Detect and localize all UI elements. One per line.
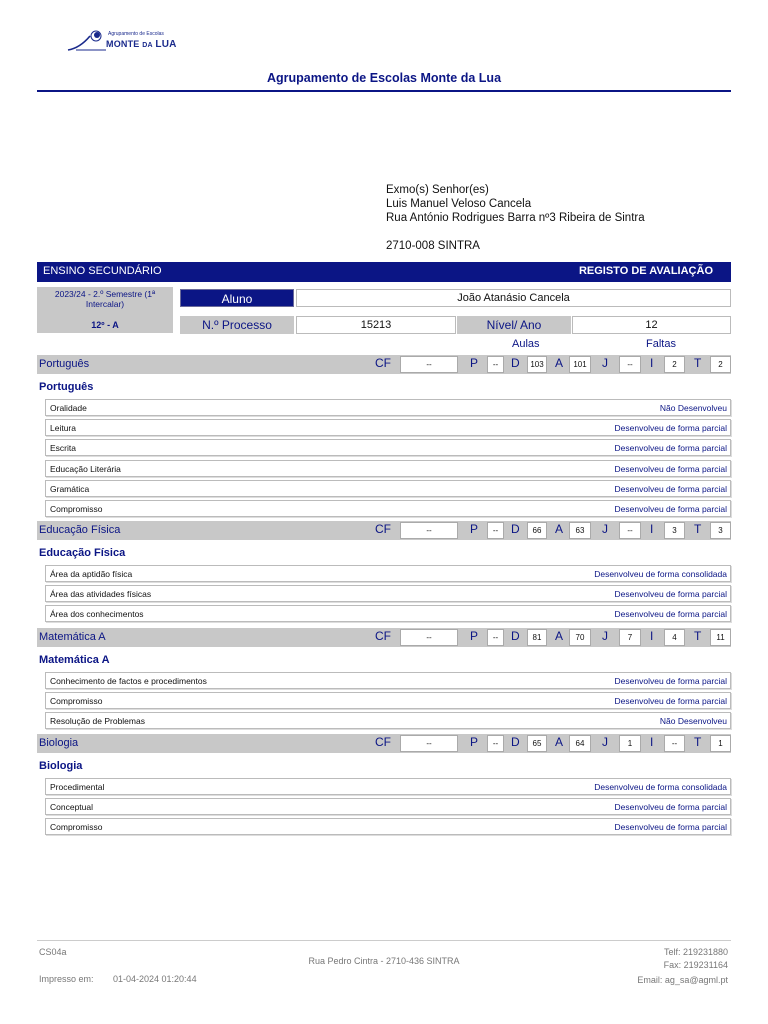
criterion-name: Educação Literária [50, 463, 121, 474]
footer-fax: Fax: 219231164 [663, 960, 728, 970]
cf-label: CF [375, 522, 391, 536]
nivel-value: 12 [572, 316, 731, 334]
criterion-value: Desenvolveu de forma parcial [614, 609, 727, 620]
i-value: 4 [664, 629, 685, 646]
criterion-name: Conceptual [50, 802, 94, 813]
t-value: 1 [710, 735, 731, 752]
i-label: I [650, 629, 654, 643]
banner-title: REGISTO DE AVALIAÇÃO [578, 265, 713, 277]
p-label: P [470, 629, 479, 643]
greeting: Exmo(s) Senhor(es) [386, 184, 489, 196]
j-label: J [602, 522, 608, 536]
i-value: 3 [664, 522, 685, 539]
a-label: A [555, 356, 564, 370]
faltas-header: Faltas [646, 338, 676, 350]
semester-label: 2023/24 - 2.º Semestre (1ª Intercalar) [54, 289, 156, 309]
school-logo [66, 28, 186, 54]
criterion-value: Desenvolveu de forma parcial [614, 443, 727, 454]
criterion-row [45, 672, 731, 689]
criterion-name: Compromisso [50, 504, 103, 514]
criterion-row [45, 692, 731, 709]
j-value: -- [619, 356, 641, 373]
criterion-name: Área dos conhecimentos [50, 609, 144, 620]
a-value: 101 [569, 356, 591, 373]
a-value: 63 [569, 522, 591, 539]
cf-value: -- [400, 522, 458, 539]
semester-block [37, 287, 173, 333]
criterion-value: Não Desenvolveu [659, 716, 727, 727]
logo-swoosh-icon [66, 28, 110, 54]
criterion-name: Compromisso [50, 696, 103, 707]
a-label: A [555, 522, 564, 536]
subject-name: Matemática A [39, 631, 106, 643]
section-banner [37, 262, 731, 282]
criterion-value: Desenvolveu de forma parcial [614, 589, 727, 600]
class-label: 12º - A [91, 320, 119, 330]
a-value: 70 [569, 629, 591, 646]
criterion-value: Não Desenvolveu [659, 403, 727, 413]
footer-address: Rua Pedro Cintra - 2710-436 SINTRA [308, 956, 460, 966]
subject-row [37, 521, 731, 540]
criterion-row [45, 565, 731, 582]
criterion-row [45, 399, 731, 416]
criterion-value: Desenvolveu de forma parcial [614, 423, 727, 434]
p-value: -- [487, 522, 504, 539]
criterion-value: Desenvolveu de forma parcial [614, 504, 727, 514]
criterion-row [45, 500, 731, 517]
criterion-name: Leitura [50, 423, 76, 434]
recipient-street: Rua António Rodrigues Barra nº3 Ribeira de Sintra [386, 212, 645, 224]
i-value: 2 [664, 356, 685, 373]
criterion-row [45, 480, 731, 497]
subject-name: Biologia [39, 737, 79, 749]
logo-name: MONTE DA LUA [106, 39, 177, 50]
banner-level: ENSINO SECUNDÁRIO [43, 265, 162, 277]
footer-code: CS04a [39, 947, 67, 957]
school-title: Agrupamento de Escolas Monte da Lua [266, 71, 502, 85]
i-label: I [650, 356, 654, 370]
subject-row [37, 734, 731, 753]
criterion-name: Oralidade [50, 403, 87, 413]
d-value: 66 [527, 522, 547, 539]
criterion-value: Desenvolveu de forma parcial [614, 802, 727, 813]
a-label: A [555, 629, 564, 643]
criterion-row [45, 585, 731, 602]
criterion-name: Resolução de Problemas [50, 716, 145, 727]
subject-name: Educação Física [39, 524, 121, 536]
subject-section-title: Biologia [39, 760, 83, 772]
t-label: T [694, 356, 702, 370]
subject-section-title: Português [39, 381, 94, 393]
recipient-name: Luis Manuel Veloso Cancela [386, 198, 532, 210]
criterion-name: Escrita [50, 443, 76, 454]
footer-phone: Telf: 219231880 [663, 947, 728, 957]
p-label: P [470, 522, 479, 536]
criterion-row [45, 439, 731, 456]
t-label: T [694, 735, 702, 749]
j-label: J [602, 629, 608, 643]
nivel-label: Nível/ Ano [457, 316, 571, 334]
t-value: 11 [710, 629, 731, 646]
aluno-label: Aluno [180, 289, 294, 307]
j-value: -- [619, 522, 641, 539]
criterion-name: Compromisso [50, 822, 103, 833]
criterion-value: Desenvolveu de forma parcial [614, 696, 727, 707]
j-value: 1 [619, 735, 641, 752]
d-label: D [511, 522, 520, 536]
a-label: A [555, 735, 564, 749]
t-value: 3 [710, 522, 731, 539]
j-label: J [602, 356, 608, 370]
title-divider [37, 90, 731, 92]
criterion-name: Gramática [50, 483, 90, 494]
p-value: -- [487, 356, 504, 373]
p-value: -- [487, 735, 504, 752]
criterion-row [45, 419, 731, 436]
cf-value: -- [400, 735, 458, 752]
i-label: I [650, 735, 654, 749]
cf-label: CF [375, 356, 391, 370]
recipient-postal: 2710-008 SINTRA [386, 240, 480, 252]
recipient-address [386, 183, 645, 253]
footer-printed-value: 01-04-2024 01:20:44 [113, 974, 197, 984]
criterion-row [45, 778, 731, 795]
criterion-value: Desenvolveu de forma consolidada [594, 782, 727, 792]
footer-printed-label: Impresso em: [39, 974, 94, 984]
criterion-row [45, 605, 731, 622]
p-value: -- [487, 629, 504, 646]
footer-email: Email: ag_sa@agml.pt [637, 975, 728, 985]
subject-row [37, 355, 731, 374]
cf-label: CF [375, 629, 391, 643]
aulas-header: Aulas [512, 338, 540, 350]
t-value: 2 [710, 356, 731, 373]
criterion-row [45, 798, 731, 815]
criterion-name: Área da aptidão física [50, 569, 133, 579]
criterion-value: Desenvolveu de forma parcial [614, 676, 727, 686]
criterion-row [45, 818, 731, 835]
cf-value: -- [400, 356, 458, 373]
d-label: D [511, 735, 520, 749]
a-value: 64 [569, 735, 591, 752]
footer-divider [37, 940, 731, 941]
processo-label: N.º Processo [180, 316, 294, 334]
subject-section-title: Educação Física [39, 547, 126, 559]
aluno-value: João Atanásio Cancela [296, 289, 731, 307]
t-label: T [694, 629, 702, 643]
logo-small-text: Agrupamento de Escolas [108, 31, 164, 37]
d-label: D [511, 629, 520, 643]
subject-section-title: Matemática A [39, 654, 110, 666]
d-value: 103 [527, 356, 547, 373]
t-label: T [694, 522, 702, 536]
criterion-name: Área das atividades físicas [50, 589, 152, 600]
criterion-row [45, 460, 731, 477]
p-label: P [470, 735, 479, 749]
criterion-row [45, 712, 731, 729]
cf-label: CF [375, 735, 391, 749]
subject-name: Português [39, 358, 90, 370]
i-value: -- [664, 735, 685, 752]
subject-row [37, 628, 731, 647]
criterion-value: Desenvolveu de forma parcial [614, 463, 727, 474]
d-value: 81 [527, 629, 547, 646]
i-label: I [650, 522, 654, 536]
d-value: 65 [527, 735, 547, 752]
criterion-value: Desenvolveu de forma consolidada [594, 569, 727, 579]
processo-value: 15213 [296, 316, 456, 334]
criterion-value: Desenvolveu de forma parcial [614, 822, 727, 833]
criterion-name: Procedimental [50, 782, 105, 792]
d-label: D [511, 356, 520, 370]
criterion-value: Desenvolveu de forma parcial [614, 483, 727, 494]
cf-value: -- [400, 629, 458, 646]
j-label: J [602, 735, 608, 749]
p-label: P [470, 356, 479, 370]
j-value: 7 [619, 629, 641, 646]
criterion-name: Conhecimento de factos e procedimentos [50, 676, 207, 686]
